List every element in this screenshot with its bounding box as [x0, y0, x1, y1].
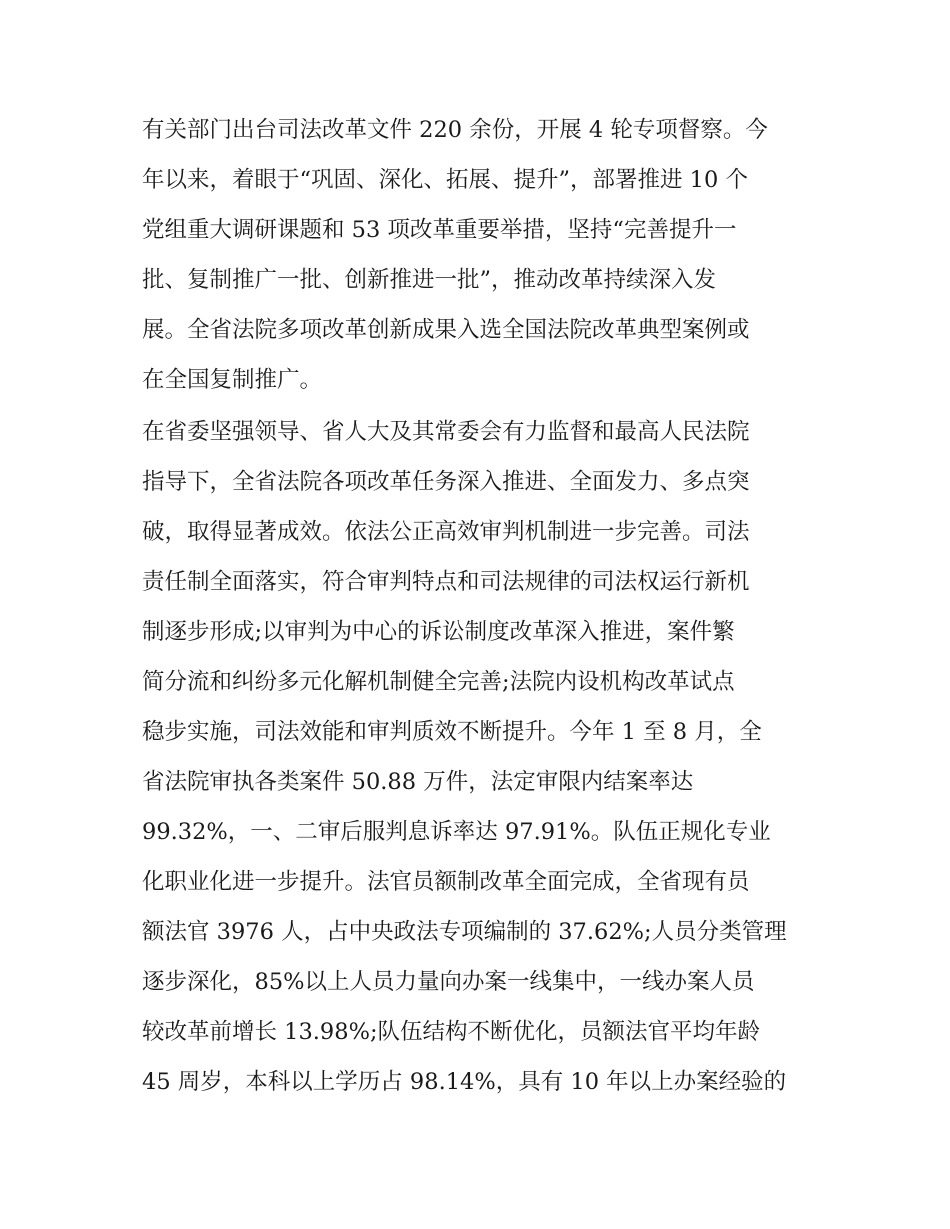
text-line: 额法官 3976 人，占中央政法专项编制的 37.62%;人员分类管理	[142, 919, 787, 945]
text-line: 逐步深化，85%以上人员力量向办案一线集中，一线办案人员	[142, 969, 755, 995]
text-line: 较改革前增长 13.98%;队伍结构不断优化，员额法官平均年龄	[142, 1019, 761, 1045]
text-line: 99.32%，一、二审后服判息诉率达 97.91%。队伍正规化专业	[142, 819, 771, 845]
text-line: 45 周岁，本科以上学历占 98.14%，具有 10 年以上办案经验的	[142, 1069, 787, 1095]
text-line: 在全国复制推广。	[142, 367, 323, 393]
text-line: 化职业化进一步提升。法官员额制改革全面完成，全省现有员	[142, 869, 750, 895]
text-line: 指导下，全省法院各项改革任务深入推进、全面发力、多点突	[142, 469, 750, 495]
text-line: 展。全省法院多项改革创新成果入选全国法院改革典型案例或	[142, 317, 750, 343]
text-line: 制逐步形成;以审判为中心的诉讼制度改革深入推进，案件繁	[142, 619, 735, 645]
text-line: 批、复制推广一批、创新推进一批”，推动改革持续深入发	[142, 267, 717, 293]
text-line: 在省委坚强领导、省人大及其常委会有力监督和最高人民法院	[142, 419, 750, 445]
text-line: 年以来，着眼于“巩固、深化、拓展、提升”，部署推进 10 个	[142, 167, 748, 193]
text-line: 有关部门出台司法改革文件 220 余份，开展 4 轮专项督察。今	[142, 117, 768, 143]
text-line: 破，取得显著成效。依法公正高效审判机制进一步完善。司法	[142, 519, 750, 545]
text-line: 责任制全面落实，符合审判特点和司法规律的司法权运行新机	[142, 569, 750, 595]
text-line: 省法院审执各类案件 50.88 万件，法定审限内结案率达	[142, 769, 694, 795]
text-line: 简分流和纠纷多元化解机制健全完善;法院内设机构改革试点	[142, 669, 735, 695]
text-line: 党组重大调研课题和 53 项改革重要举措，坚持“完善提升一	[142, 217, 737, 243]
text-line: 稳步实施，司法效能和审判质效不断提升。今年 1 至 8 月，全	[142, 719, 762, 745]
